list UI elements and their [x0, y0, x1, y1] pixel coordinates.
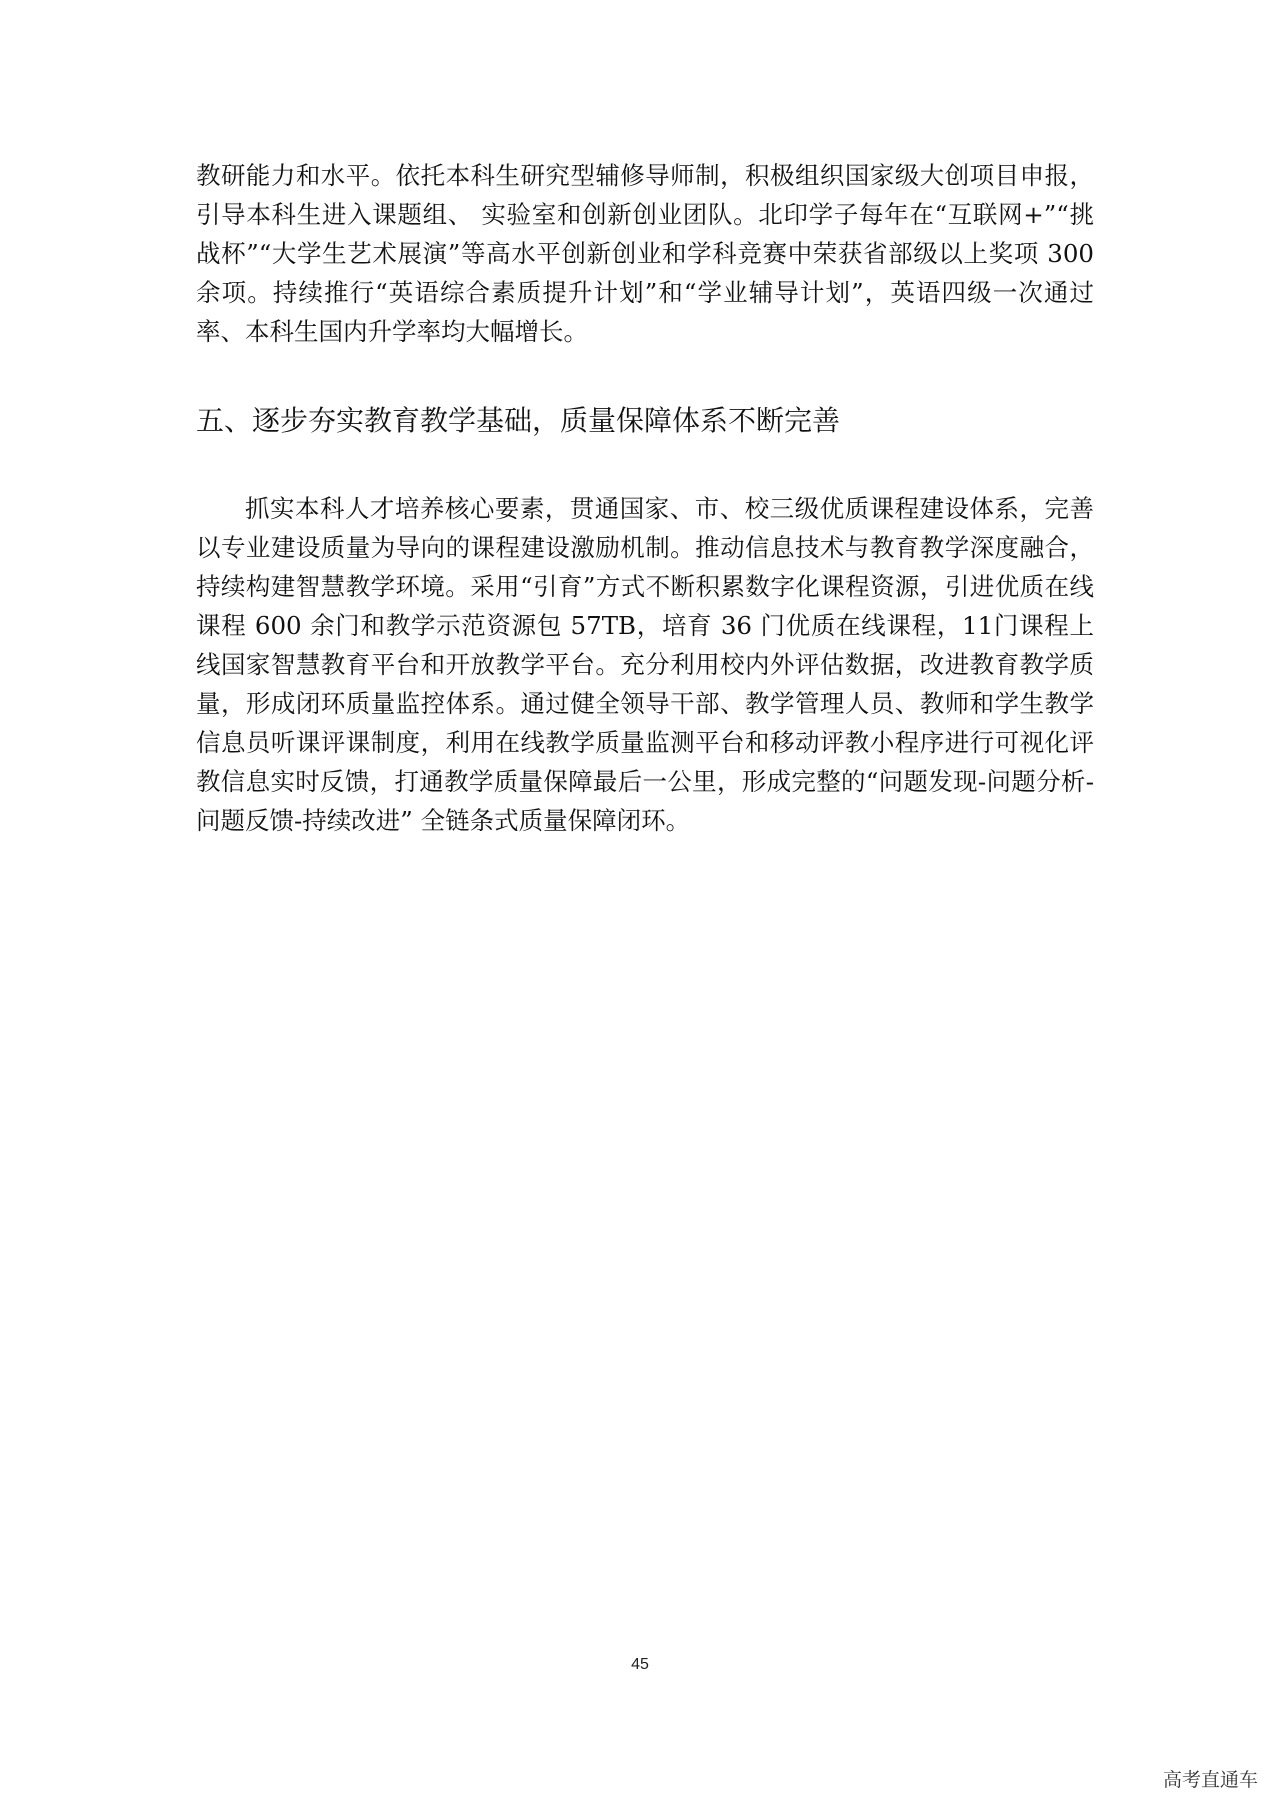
document-body: [196, 156, 1094, 840]
intro-paragraph: 教研能力和水平。依托本科生研究型辅修导师制，积极组织国家级大创项目申报，引导本科生进入课题组、 实验室和创新创业团队。北印学子每年在“互联网+”“挑战杯”“大学生艺术展演”等高水平创新创业和学科竞赛中荣获省部级以上奖项 300 余项。持续推行“英语综合素质提升计划”和“学业辅导计划”，英语四级一次通过率、本科生国内升学率均大幅增长。: [196, 161, 1094, 346]
section-heading: 五、逐步夯实教育教学基础，质量保障体系不断完善: [196, 404, 841, 437]
section-paragraph: 抓实本科人才培养核心要素，贯通国家、市、校三级优质课程建设体系，完善以专业建设质量为导向的课程建设激励机制。推动信息技术与教育教学深度融合，持续构建智慧教学环境。采用“引育”方式不断积累数字化课程资源，引进优质在线课程 600 余门和教学示范资源包 57TB，培育 36 门优质在线课程，11门课程上线国家智慧教育平台和开放教学平台。充分利用校内外评估数据，改进教育教学质量，形成闭环质量监控体系。通过健全领导干部、教学管理人员、教师和学生教学信息员听课评课制度，利用在线教学质量监测平台和移动评教小程序进行可视化评教信息实时反馈，打通教学质量保障最后一公里，形成完整的“问题发现-问题分析-问题反馈-持续改进” 全链条式质量保障闭环。: [196, 494, 1094, 835]
watermark-text: 高考直通车: [1162, 1769, 1258, 1791]
page-number: 45: [631, 1656, 649, 1673]
